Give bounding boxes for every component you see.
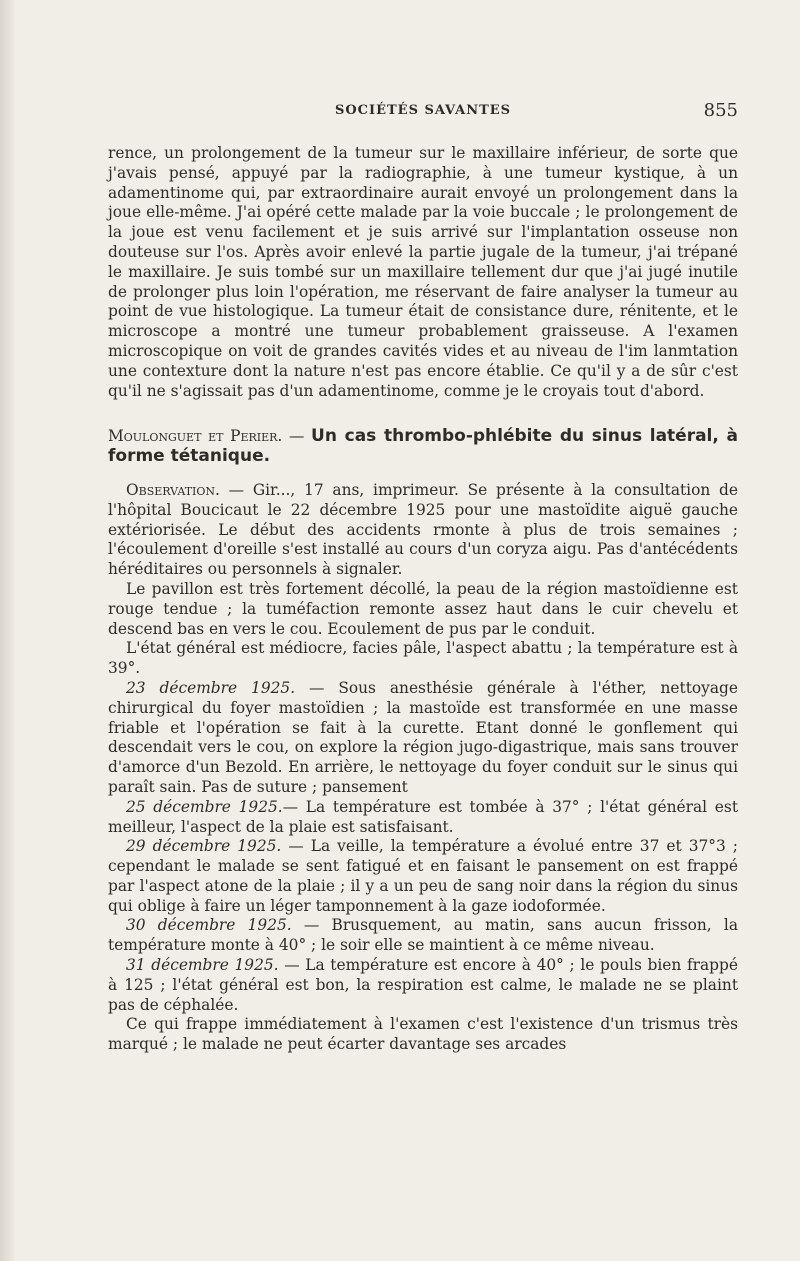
page-binding-edge — [0, 0, 14, 1261]
page-number: 855 — [703, 100, 738, 121]
dated-entry — [108, 916, 738, 956]
article-heading — [108, 427, 738, 467]
running-head: SOCIÉTÉS SAVANTES — [334, 103, 512, 118]
entry-text: — La température est tombée à 37° ; l'état général est meilleur, l'aspect de la plaie est satisfaisant. — [108, 797, 738, 836]
page-header — [108, 100, 738, 128]
entry-text: — Sous anesthésie générale à l'éther, nettoyage chirurgical du foyer mastoïdien ; la mastoïde est transformée en une masse friable et l'opération se fait à la curette. Etant donné le gonflement qui descendait vers le cou, on explore la région jugo-digastrique, mais sans trouver d'amorce d'un Bezold. En arrière, le nettoyage du foyer conduit sur le sinus qui paraît sain. Pas de suture ; pansement — [108, 678, 739, 796]
entry-text: — La température est encore à 40° ; le pouls bien frappé à 125 ; l'état général est bon, la respiration est calme, le malade ne se plaint pas de céphalée. — [108, 956, 738, 1014]
entry-date: 25 décembre 1925. — [126, 797, 283, 816]
body-text — [108, 144, 738, 1055]
entry-date: 29 décembre 1925. — [126, 837, 282, 856]
entry-text: — La veille, la température a évolué entre 37 et 37°3 ; cependant le malade se sent fatigué et en faisant le pansement on est frappé par l'aspect atone de la plaie ; il y a un peu de sang noir dans la région du sinus qui oblige à faire un léger tamponnement à la gaze iodoformée. — [108, 837, 738, 915]
entry-date: 31 décembre 1925. — [126, 956, 279, 975]
dated-entry — [108, 956, 738, 1015]
dated-entry — [108, 837, 738, 916]
entry-date: 23 décembre 1925. — [126, 678, 296, 697]
observation-text: — Gir..., 17 ans, imprimeur. Se présente à la consultation de l'hôpital Boucicaut le 22 décembre 1925 pour une mastoïdite aiguë gauche extériorisée. Le début des accidents rmonte à plus de trois semaines ; l'écoulement d'oreille s'est installé au cours d'un coryza aigu. Pas d'antécédents héréditaires ou personnels à signaler. — [108, 480, 738, 579]
paragraph: L'état général est médiocre, facies pâle, l'aspect abattu ; la température est à 39°. — [108, 639, 738, 678]
intro-paragraph: rence, un prolongement de la tumeur sur le maxillaire inférieur, de sorte que j'avais pensé, appuyé par la radiographie, à une tumeur kystique, à un adamentinome qui, par extraordinaire aurait envoyé un prolongement dans la joue elle-même. J'ai opéré cette malade par la voie buccale ; le prolongement de la joue est venu facilement et je suis arrivé sur l'implantation osseuse non douteuse sur l'os. Après avoir enlevé la partie jugale de la tumeur, j'ai trépané le maxillaire. Je suis tombé sur un maxillaire tellement dur que j'ai jugé inutile de prolonger plus loin l'opération, me réservant de faire analyser la tumeur au point de vue histologique. La tumeur était de consistance dure, rénitente, et le microscope a montré une tumeur probablement graisseuse. A l'examen microscopique on voit de grandes cavités vides et au niveau de l'im lanmtation une contexture dont la nature n'est pas encore établie. Ce qu'il y a de sûr c'est qu'il ne s'agissait pas d'un adamentinome, comme je le croyais tout d'abord. — [108, 144, 738, 400]
article-dash: — — [282, 427, 312, 446]
paragraph: Le pavillon est très fortement décollé, la peau de la région mastoïdienne est rouge tendue ; la tuméfaction remonte assez haut dans le cuir chevelu et descend bas en vers le cou. Ecoulement de pus par le conduit. — [108, 579, 738, 638]
observation-label: Observation. — [126, 480, 220, 499]
dated-entry — [108, 679, 738, 798]
dated-entry — [108, 798, 738, 838]
observation-paragraph — [108, 481, 738, 580]
entry-text: — Brusquement, au matin, sans aucun frisson, la température monte à 40° ; le soir elle se maintient à ce même niveau. — [108, 916, 738, 955]
entry-date: 30 décembre 1925. — [126, 916, 292, 935]
closing-paragraph: Ce qui frappe immédiatement à l'examen c'est l'existence d'un trismus très marqué ; le malade ne peut écarter davantage ses arcades — [108, 1015, 738, 1054]
article-authors: Moulonguet et Perier. — [108, 427, 283, 446]
article-title: Un cas thrombo-phlébite du sinus latéral, à forme tétanique. — [108, 426, 738, 467]
